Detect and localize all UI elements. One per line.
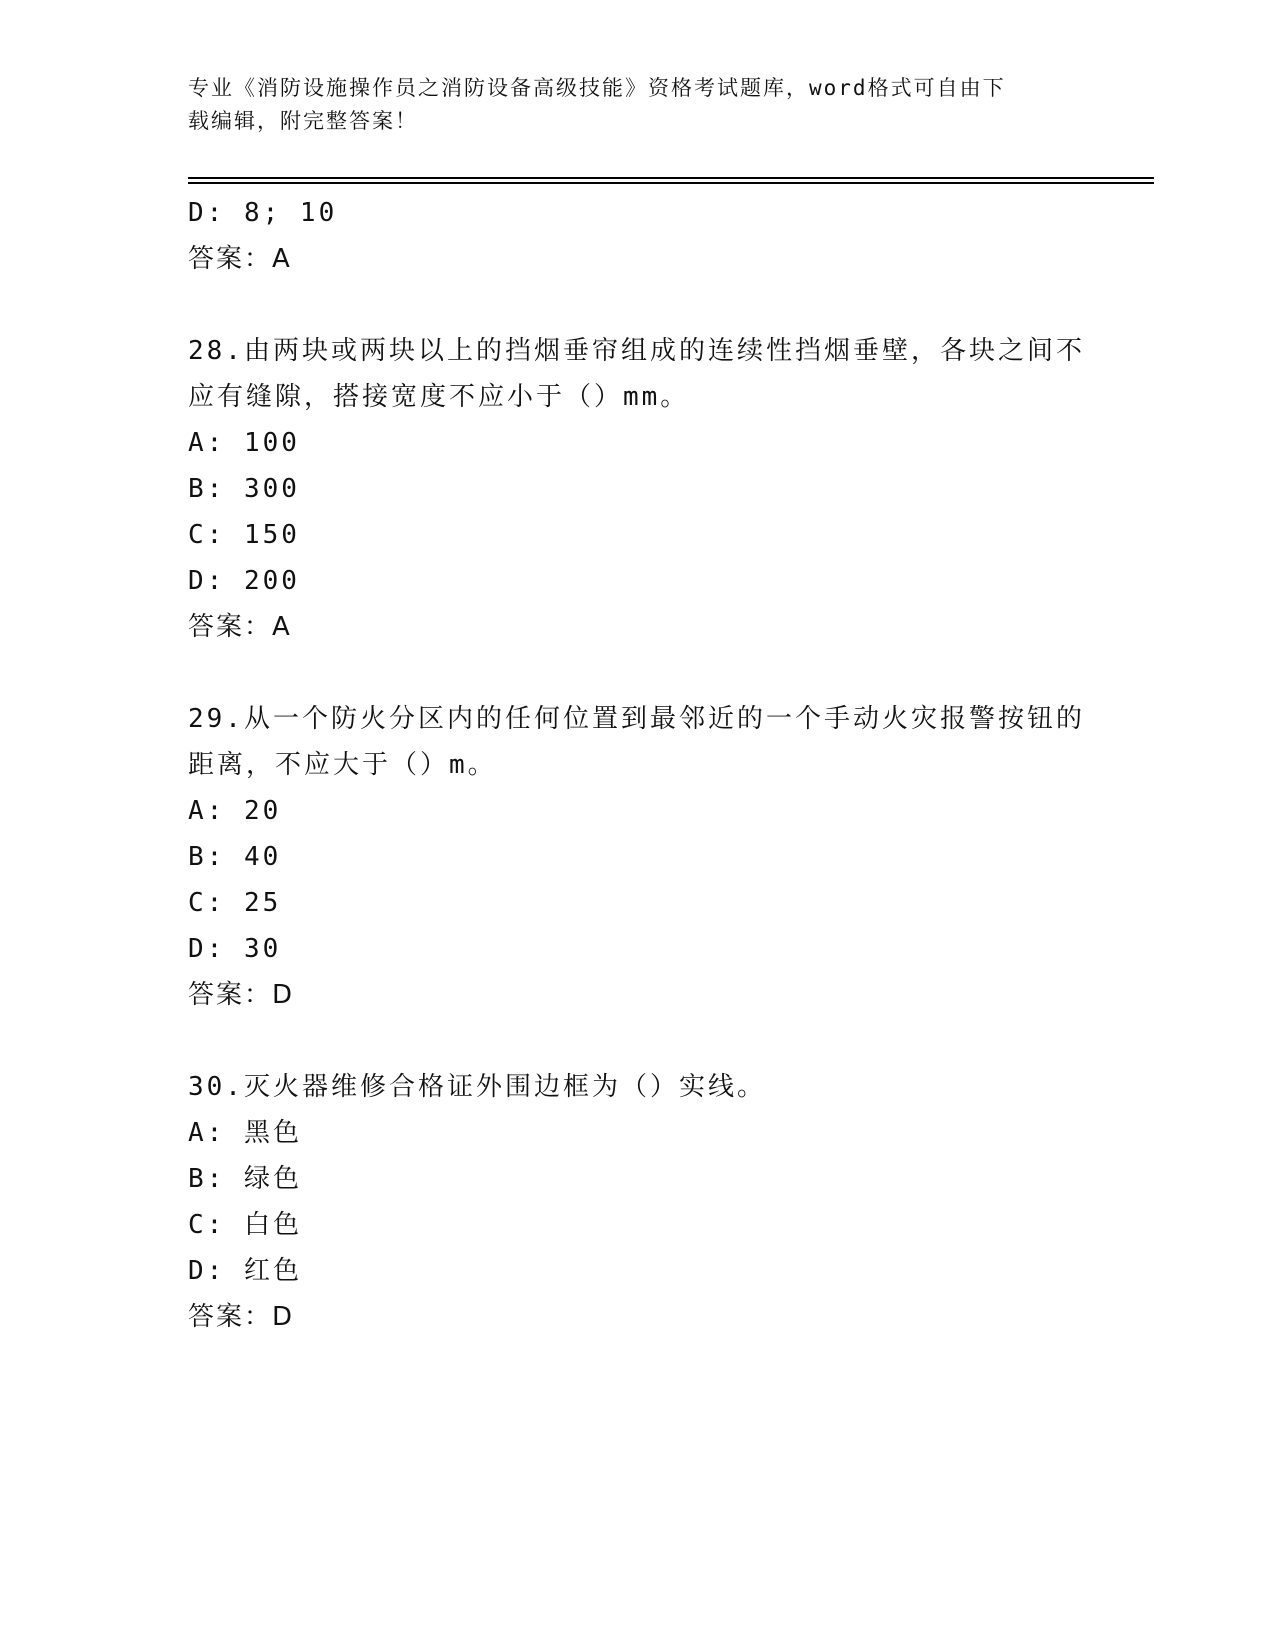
option-d: D: 200: [188, 566, 300, 596]
header-line-1: 专业《消防设施操作员之消防设备高级技能》资格考试题库，word格式可自由下: [188, 76, 1006, 100]
option-d: D: 红色: [188, 1256, 302, 1286]
option-c: C: 白色: [188, 1210, 302, 1240]
option-a: A: 黑色: [188, 1118, 302, 1148]
header-line-2: 载编辑，附完整答案！: [188, 109, 418, 133]
answer-line: 答案：A: [188, 612, 292, 642]
question-30: [188, 1064, 1088, 1340]
option-a: A: 20: [188, 796, 282, 826]
answer-line: 答案：D: [188, 1302, 295, 1332]
question-content: [188, 190, 1088, 1340]
option-b: B: 300: [188, 474, 300, 504]
previous-question-tail: [188, 190, 1088, 282]
question-29: [188, 696, 1088, 1018]
option-c: C: 150: [188, 520, 300, 550]
option-b: B: 40: [188, 842, 282, 872]
question-stem-line-2: 距离，不应大于（）m。: [188, 750, 497, 780]
option-d: D: 30: [188, 934, 282, 964]
question-28: [188, 328, 1088, 650]
option-a: A: 100: [188, 428, 300, 458]
document-header: [188, 72, 1078, 138]
option-b: B: 绿色: [188, 1164, 302, 1194]
option-d: D: 8; 10: [188, 198, 338, 228]
option-c: C: 25: [188, 888, 282, 918]
header-divider-top: [188, 177, 1154, 179]
question-stem-line-2: 应有缝隙，搭接宽度不应小于（）mm。: [188, 382, 690, 412]
answer-line: 答案：A: [188, 244, 292, 274]
question-stem-line-1: 29.从一个防火分区内的任何位置到最邻近的一个手动火灾报警按钮的: [188, 704, 1085, 734]
question-stem-line-1: 30.灭火器维修合格证外围边框为（）实线。: [188, 1072, 766, 1102]
header-divider-bottom: [188, 182, 1154, 184]
answer-line: 答案：D: [188, 980, 295, 1010]
question-stem-line-1: 28.由两块或两块以上的挡烟垂帘组成的连续性挡烟垂壁，各块之间不: [188, 336, 1085, 366]
